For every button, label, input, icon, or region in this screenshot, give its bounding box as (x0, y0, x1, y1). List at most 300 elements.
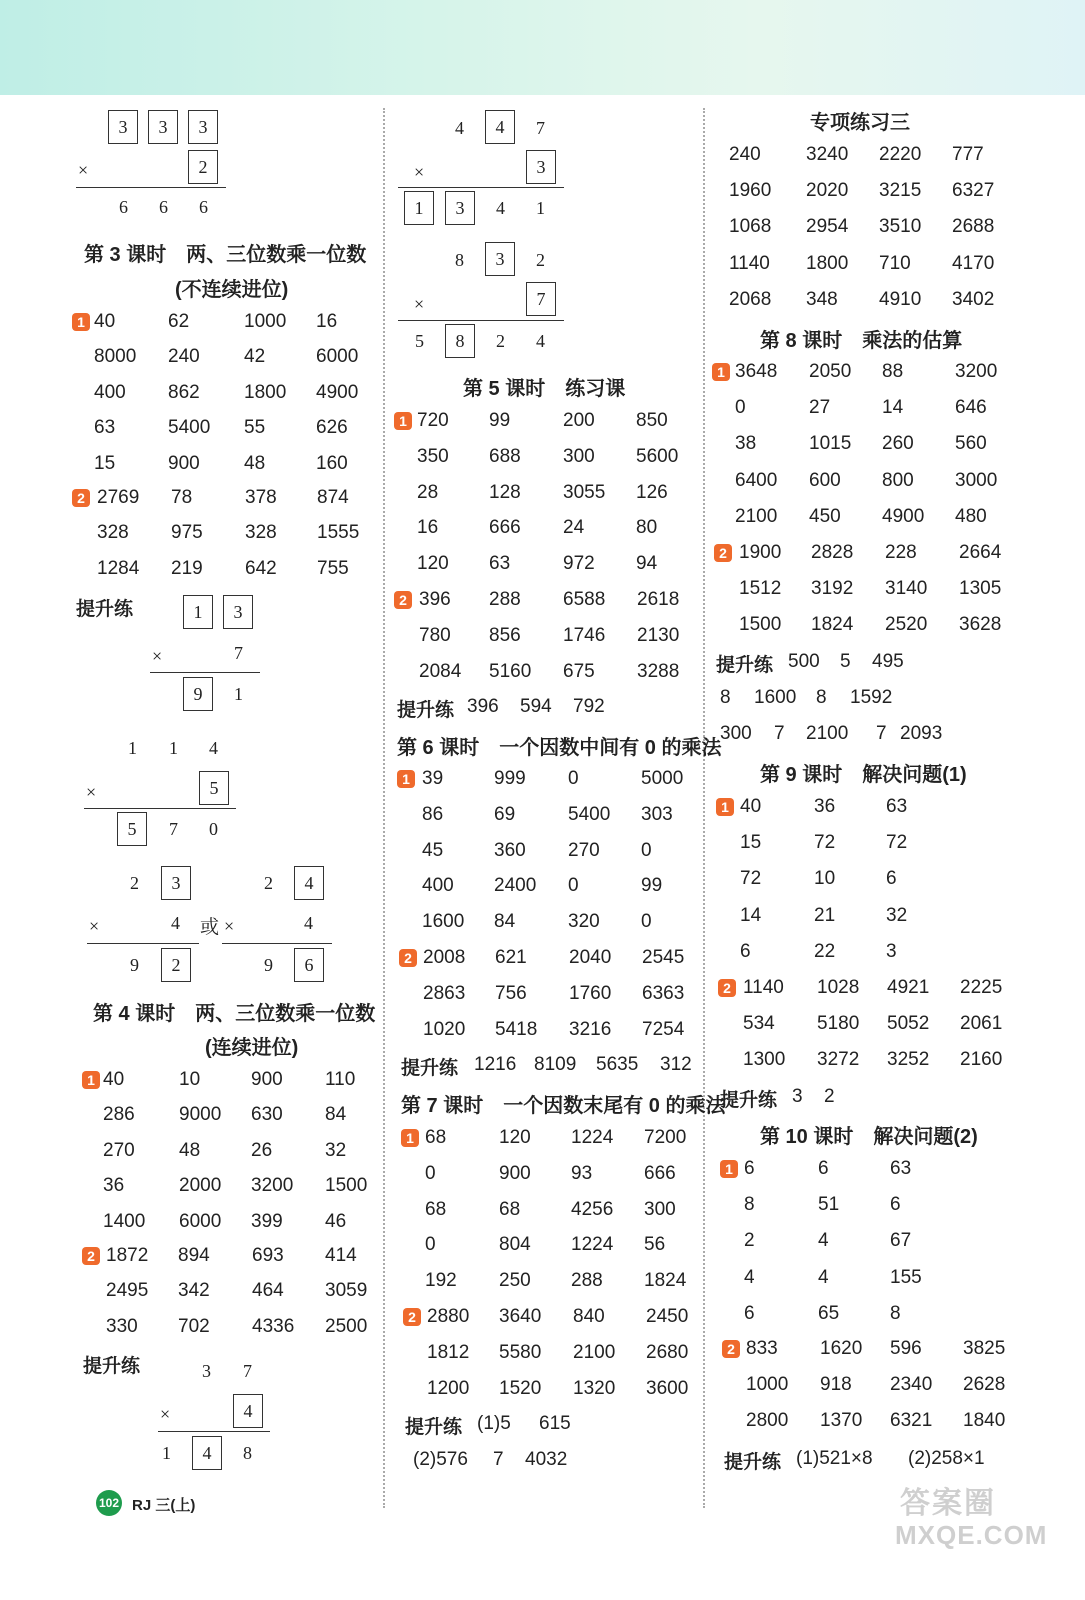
answer-value: 666 (644, 1162, 676, 1184)
answer-value: (1)5 (477, 1413, 511, 1434)
answer-value: 120 (499, 1127, 531, 1148)
answer-value: 51 (818, 1194, 840, 1216)
digit: 4 (455, 118, 464, 138)
digit-box: 2 (161, 948, 191, 982)
answer-value: 1555 (317, 522, 360, 544)
answer-value: 4256 (571, 1198, 614, 1220)
answer-value: 6327 (952, 180, 995, 202)
answer-value: 642 (245, 557, 277, 579)
answer-value: 45 (422, 839, 444, 861)
calc-line (158, 1431, 270, 1432)
answer-value: 2 (744, 1230, 755, 1252)
calc-line (76, 187, 226, 188)
answer-value: 900 (499, 1162, 531, 1184)
answer-value: 5580 (499, 1341, 542, 1363)
answer-value: 804 (499, 1234, 531, 1256)
answer-value: 4900 (316, 381, 359, 403)
times-sign: × (160, 1404, 171, 1424)
answer-value: 3628 (959, 614, 1002, 636)
answer-value: 594 (520, 696, 552, 717)
answer-value: 48 (244, 452, 266, 474)
digit-box: 7 (526, 282, 556, 316)
answer-value: 3216 (569, 1018, 612, 1040)
column-divider (703, 108, 705, 1508)
answer-value: 3510 (879, 216, 922, 238)
answer-value: 2688 (952, 216, 995, 238)
answer-value: 3402 (952, 288, 995, 310)
answer-value: 2628 (963, 1374, 1006, 1396)
column-divider (383, 108, 385, 1508)
answer-value: 3288 (637, 660, 680, 682)
answer-value: 2008 (423, 947, 466, 968)
answer-value: 63 (886, 796, 908, 817)
answer-value: 1305 (959, 578, 1002, 600)
digit-box: 1 (183, 595, 213, 629)
answer-value: 0 (425, 1234, 436, 1256)
answer-value: 2100 (573, 1341, 616, 1363)
answer-value: 560 (955, 433, 987, 455)
digit: 9 (130, 955, 139, 975)
answer-value: 8 (816, 687, 827, 708)
answer-value: 3640 (499, 1306, 542, 1327)
answer-value: 1760 (569, 982, 612, 1004)
answer-value: 2863 (423, 982, 466, 1004)
answer-value: 900 (251, 1069, 283, 1090)
answer-value: 8 (744, 1194, 755, 1216)
digit: 9 (264, 955, 273, 975)
answer-value: (1)521×8 (796, 1448, 873, 1469)
lesson-title: 第 9 课时 解决问题(1) (760, 764, 967, 786)
answer-value: 4170 (952, 252, 995, 274)
answer-value: 710 (879, 252, 911, 274)
answer-value: 1800 (244, 381, 287, 403)
answer-value: 303 (641, 803, 673, 825)
answer-value: 126 (636, 481, 668, 503)
header-banner (0, 0, 1085, 95)
answer-value: 6 (740, 940, 751, 962)
answer-value: 22 (814, 940, 836, 962)
answer-value: 63 (489, 553, 511, 575)
answer-value: 16 (417, 517, 439, 539)
answer-value: 3600 (646, 1377, 689, 1399)
lesson-title: 第 7 课时 一个因数末尾有 0 的乘法 (401, 1095, 726, 1117)
answer-value: 15 (94, 452, 116, 474)
answer-value: 240 (168, 346, 200, 368)
answer-value: 1620 (820, 1338, 863, 1359)
answer-value: 399 (251, 1210, 283, 1232)
answer-value: 1512 (739, 578, 782, 600)
answer-value: 1224 (571, 1127, 614, 1148)
tisheng-label: 提升练 (720, 1090, 778, 1111)
digit: 6 (119, 197, 128, 217)
answer-value: 2130 (637, 624, 680, 646)
times-sign: × (224, 916, 235, 936)
answer-value: 1370 (820, 1410, 863, 1432)
answer-value: 918 (820, 1374, 852, 1396)
answer-value: 86 (422, 803, 444, 825)
answer-value: 6363 (642, 982, 685, 1004)
answer-value: 55 (244, 417, 266, 439)
answer-value: 128 (489, 481, 521, 503)
answer-value: 1284 (97, 557, 140, 579)
answer-value: 155 (890, 1266, 922, 1288)
answer-value: 3 (886, 940, 897, 962)
answer-value: 8000 (94, 346, 137, 368)
answer-value: 1746 (563, 624, 606, 646)
digit-box: 5 (199, 771, 229, 805)
answer-value: 240 (729, 144, 761, 165)
answer-value: 88 (882, 361, 904, 382)
answer-value: 1872 (106, 1245, 149, 1266)
answer-value: 396 (467, 696, 499, 717)
digit-box: 4 (485, 110, 515, 144)
answer-value: 328 (245, 522, 277, 544)
digit: 7 (536, 118, 545, 138)
answer-value: 192 (425, 1270, 457, 1292)
question-badge: 2 (714, 544, 732, 562)
digit: 6 (159, 197, 168, 217)
answer-value: 2618 (637, 589, 680, 610)
answer-value: 2000 (179, 1175, 222, 1197)
digit: 1 (169, 738, 178, 758)
answer-value: 756 (495, 982, 527, 1004)
answer-value: 2769 (97, 487, 140, 508)
answer-value: 46 (325, 1210, 347, 1232)
tisheng-label: 提升练 (83, 1356, 141, 1377)
answer-value: 68 (425, 1198, 447, 1220)
answer-value: 2068 (729, 288, 772, 310)
answer-value: 260 (882, 433, 914, 455)
tisheng-label: 提升练 (401, 1058, 459, 1079)
answer-value: 68 (499, 1198, 521, 1220)
answer-value: 1500 (739, 614, 782, 636)
answer-value: 40 (103, 1069, 125, 1090)
answer-value: 0 (425, 1162, 436, 1184)
answer-value: 2495 (106, 1280, 149, 1302)
answer-value: 646 (955, 397, 987, 419)
answer-value: 68 (425, 1127, 447, 1148)
watermark-url: MXQE.COM (895, 1520, 1048, 1550)
answer-value: 84 (325, 1104, 347, 1126)
answer-value: 3825 (963, 1338, 1006, 1359)
lesson-subtitle: (不连续进位) (175, 279, 289, 301)
answer-value: 800 (882, 469, 914, 491)
answer-value: 2100 (806, 723, 849, 744)
answer-value: 4910 (879, 288, 922, 310)
answer-value: 5000 (641, 768, 684, 789)
digit: 2 (536, 250, 545, 270)
answer-value: 250 (499, 1270, 531, 1292)
answer-value: 1800 (806, 252, 849, 274)
answer-value: 999 (494, 768, 526, 789)
watermark-logo: 答案圈 (900, 1487, 996, 1520)
answer-value: 894 (178, 1245, 210, 1266)
times-sign: × (152, 646, 163, 666)
answer-value: 14 (740, 904, 762, 926)
answer-value: 1000 (244, 311, 287, 332)
answer-value: 56 (644, 1234, 666, 1256)
times-sign: × (78, 160, 89, 180)
answer-value: 300 (720, 723, 752, 744)
digit: 4 (496, 198, 505, 218)
tisheng-label: 提升练 (724, 1452, 782, 1473)
answer-value: 833 (746, 1338, 778, 1359)
digit: 0 (209, 819, 218, 839)
answer-value: 348 (806, 288, 838, 310)
answer-value: 1224 (571, 1234, 614, 1256)
answer-value: 2450 (646, 1306, 689, 1327)
answer-value: 328 (97, 522, 129, 544)
lesson-title: 第 6 课时 一个因数中间有 0 的乘法 (397, 737, 722, 759)
answer-value: 32 (886, 904, 908, 926)
answer-value: 4921 (887, 977, 930, 998)
calc-line (222, 943, 332, 944)
answer-value: 840 (573, 1306, 605, 1327)
answer-value: 675 (563, 660, 595, 682)
answer-value: 4900 (882, 505, 925, 527)
answer-value: 1140 (743, 977, 784, 998)
question-badge: 2 (72, 489, 90, 507)
answer-value: 36 (814, 796, 836, 817)
answer-value: 26 (251, 1139, 273, 1161)
answer-value: 1000 (746, 1374, 789, 1396)
answer-value: 396 (419, 589, 451, 610)
answer-value: 0 (641, 911, 652, 933)
question-badge: 1 (82, 1071, 100, 1089)
answer-value: 755 (317, 557, 349, 579)
answer-value: 780 (419, 624, 451, 646)
answer-value: 975 (171, 522, 203, 544)
lesson-title: 第 5 课时 练习课 (463, 378, 626, 400)
digit-box: 1 (404, 191, 434, 225)
calc-line (398, 320, 564, 321)
question-badge: 2 (82, 1247, 100, 1265)
answer-value: 693 (252, 1245, 284, 1266)
digit: 2 (264, 873, 273, 893)
answer-value: 2954 (806, 216, 849, 238)
answer-value: 5052 (887, 1013, 930, 1035)
answer-value: 286 (103, 1104, 135, 1126)
answer-value: 480 (955, 505, 987, 527)
answer-value: 16 (316, 311, 338, 332)
answer-value: 6 (886, 868, 897, 890)
answer-value: 312 (660, 1054, 692, 1075)
answer-value: 1824 (644, 1270, 687, 1292)
answer-value: 80 (636, 517, 658, 539)
answer-value: 84 (494, 911, 516, 933)
answer-value: 2664 (959, 542, 1002, 563)
answer-value: 1840 (963, 1410, 1006, 1432)
question-badge: 1 (716, 798, 734, 816)
answer-value: 1600 (422, 911, 465, 933)
book-label: RJ 三(上) (132, 1497, 196, 1514)
answer-value: 24 (563, 517, 585, 539)
answer-value: 320 (568, 911, 600, 933)
digit: 2 (496, 331, 505, 351)
answer-value: 40 (740, 796, 762, 817)
tisheng-label: 提升练 (397, 700, 455, 721)
answer-value: 4 (744, 1266, 755, 1288)
answer-value: 3648 (735, 361, 778, 382)
answer-value: 596 (890, 1338, 922, 1359)
answer-value: 10 (814, 868, 836, 890)
answer-value: 6000 (179, 1210, 222, 1232)
answer-value: 78 (171, 487, 193, 508)
answer-value: 1960 (729, 180, 772, 202)
digit-box: 3 (108, 110, 138, 144)
question-badge: 1 (397, 770, 415, 788)
digit-box: 3 (485, 242, 515, 276)
answer-value: 6 (818, 1158, 829, 1179)
answer-value: 777 (952, 144, 984, 165)
answer-value: 1520 (499, 1377, 542, 1399)
answer-value: 4032 (525, 1449, 568, 1470)
question-badge: 2 (722, 1340, 740, 1358)
section-title: 专项练习三 (810, 112, 910, 134)
digit: 4 (209, 738, 218, 758)
answer-value: 288 (571, 1270, 603, 1292)
answer-value: 3 (792, 1086, 803, 1107)
question-badge: 2 (399, 949, 417, 967)
answer-value: 1300 (743, 1049, 786, 1071)
answer-value: 464 (252, 1280, 284, 1302)
digit: 7 (234, 643, 243, 663)
answer-value: 5635 (596, 1054, 639, 1075)
digit: 1 (234, 684, 243, 704)
answer-value: 110 (325, 1069, 356, 1090)
digit-box: 4 (233, 1394, 263, 1428)
answer-value: (2)258×1 (908, 1448, 985, 1469)
calc-line (84, 808, 236, 809)
answer-value: 93 (571, 1162, 593, 1184)
answer-value: 63 (94, 417, 116, 439)
answer-value: 2545 (642, 947, 685, 968)
digit: 6 (199, 197, 208, 217)
answer-value: 862 (168, 381, 200, 403)
answer-value: 69 (494, 803, 516, 825)
question-badge: 1 (72, 313, 90, 331)
answer-value: 4336 (252, 1315, 295, 1337)
tisheng-label: 提升练 (716, 655, 774, 676)
answer-value: 330 (106, 1315, 138, 1337)
answer-value: 792 (573, 696, 605, 717)
answer-value: 3059 (325, 1280, 368, 1302)
answer-value: 38 (735, 433, 757, 455)
answer-value: 972 (563, 553, 595, 575)
answer-value: 856 (489, 624, 521, 646)
answer-value: 0 (641, 839, 652, 861)
answer-value: 6 (744, 1302, 755, 1324)
answer-value: 160 (316, 452, 348, 474)
tisheng-label: 提升练 (405, 1417, 463, 1438)
answer-value: 228 (885, 542, 917, 563)
digit-box: 3 (148, 110, 178, 144)
lesson-title: 第 3 课时 两、三位数乘一位数 (84, 244, 367, 266)
answer-value: 2340 (890, 1374, 933, 1396)
answer-value: 2020 (806, 180, 849, 202)
digit: 4 (536, 331, 545, 351)
lesson-title: 第 8 课时 乘法的估算 (760, 330, 963, 352)
answer-value: 621 (495, 947, 527, 968)
answer-value: 0 (735, 397, 746, 419)
answer-value: 2400 (494, 875, 537, 897)
digit: 7 (243, 1361, 252, 1381)
answer-value: 40 (94, 311, 116, 332)
answer-value: 378 (245, 487, 277, 508)
digit: 7 (169, 819, 178, 839)
answer-value: 2084 (419, 660, 462, 682)
answer-value: 400 (422, 875, 454, 897)
answer-value: 7254 (642, 1018, 685, 1040)
question-badge: 1 (712, 363, 730, 381)
answer-value: 14 (882, 397, 904, 419)
answer-value: 67 (890, 1230, 912, 1252)
times-sign: × (414, 294, 425, 314)
answer-value: 270 (568, 839, 600, 861)
answer-value: 500 (788, 651, 820, 672)
answer-value: 360 (494, 839, 526, 861)
answer-value: 400 (94, 381, 126, 403)
digit-box: 3 (188, 110, 218, 144)
answer-value: 42 (244, 346, 266, 368)
lesson-title: 第 10 课时 解决问题(2) (760, 1126, 978, 1148)
digit-box: 8 (445, 324, 475, 358)
digit: 5 (415, 331, 424, 351)
answer-value: 28 (417, 481, 439, 503)
or-text: 或 (200, 917, 220, 938)
answer-value: 1600 (754, 687, 797, 708)
digit: 1 (128, 738, 137, 758)
answer-value: 9000 (179, 1104, 222, 1126)
answer-value: 1824 (811, 614, 854, 636)
answer-value: 5400 (168, 417, 211, 439)
answer-value: 27 (809, 397, 831, 419)
answer-value: 1812 (427, 1341, 470, 1363)
answer-value: 874 (317, 487, 349, 508)
answer-value: 7 (774, 723, 785, 744)
answer-value: 270 (103, 1139, 135, 1161)
answer-value: 3192 (811, 578, 854, 600)
answer-value: 2225 (960, 977, 1003, 998)
question-badge: 2 (394, 591, 412, 609)
answer-value: 1200 (427, 1377, 470, 1399)
answer-value: 1900 (739, 542, 782, 563)
answer-value: 8 (720, 687, 731, 708)
digit-box: 3 (161, 866, 191, 900)
digit: 3 (202, 1361, 211, 1381)
answer-value: 2040 (569, 947, 612, 968)
answer-value: 6000 (316, 346, 359, 368)
times-sign: × (89, 916, 100, 936)
answer-value: 300 (563, 445, 595, 467)
answer-value: 2828 (811, 542, 854, 563)
answer-value: 3000 (955, 469, 998, 491)
answer-value: 2880 (427, 1306, 470, 1327)
answer-value: 2500 (325, 1315, 368, 1337)
answer-value: 4 (818, 1266, 829, 1288)
answer-value: 288 (489, 589, 521, 610)
digit: 2 (130, 873, 139, 893)
answer-value: 5400 (568, 803, 611, 825)
page-number: 102 (96, 1490, 122, 1516)
answer-value: 4 (818, 1230, 829, 1252)
answer-value: 3140 (885, 578, 928, 600)
answer-value: 6 (744, 1158, 755, 1179)
answer-value: 495 (872, 651, 904, 672)
answer-value: 21 (814, 904, 836, 926)
lesson-subtitle: (连续进位) (205, 1037, 299, 1059)
answer-value: 3252 (887, 1049, 930, 1071)
